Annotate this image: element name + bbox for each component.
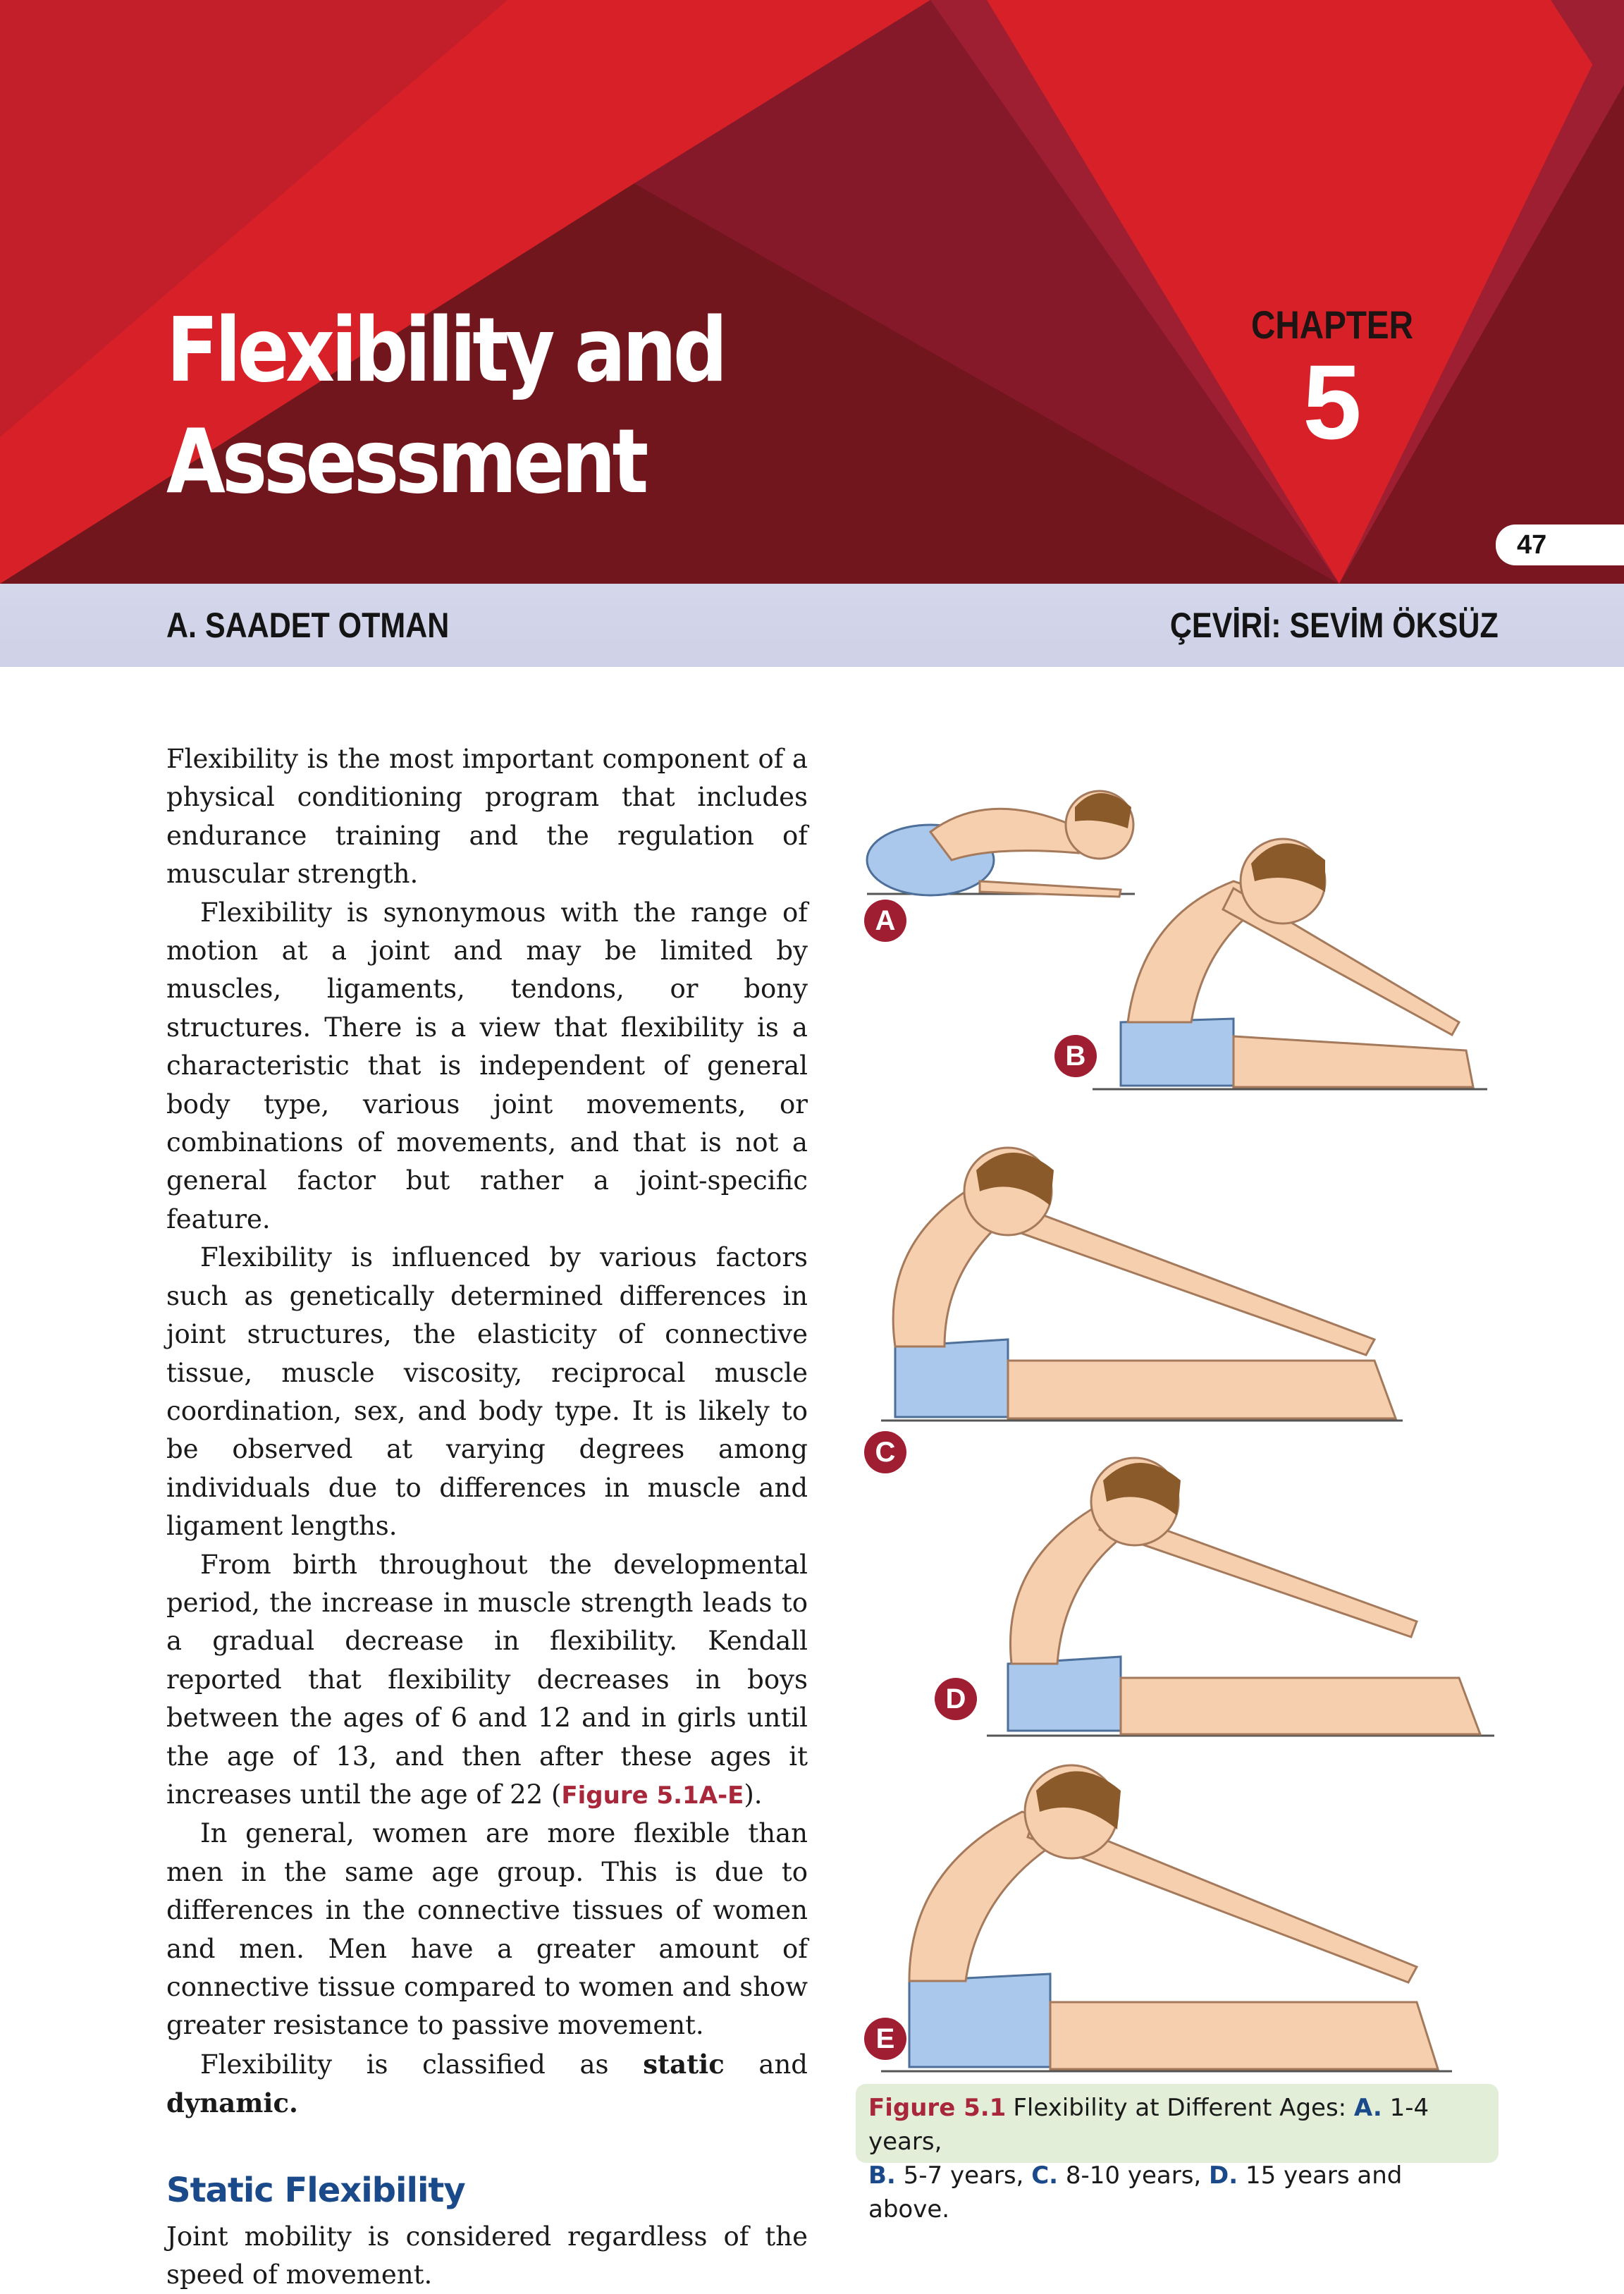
section-heading-static-flexibility: Static Flexibility [166,2170,465,2210]
author-name: A. SAADET OTMAN [166,606,450,645]
page-number: 47 [1517,530,1547,560]
translator-name: ÇEVİRİ: SEVİM ÖKSÜZ [1170,606,1499,645]
illustration-d-child-15-years-and-above [987,1458,1494,1736]
caption-age-a: 1-4 years, [868,2094,1429,2156]
figure-label-a: A [864,900,906,942]
chapter-title-line-1: Flexibility and [166,298,725,402]
term-static: static [643,2048,725,2080]
chapter-number: 5 [1303,343,1362,461]
paragraph-1: Flexibility is the most important component of a physical conditioning program that includes endurance training and the regulation of muscular strength. [166,744,808,890]
paragraph-4-end: ). [744,1779,763,1810]
term-dynamic: dynamic. [166,2087,298,2119]
figure-caption-lead: Flexibility at Different Ages: [1013,2094,1354,2122]
figure-illustrations [839,740,1515,2164]
illustration-c-child-8-10-years [881,1148,1403,1421]
figure-caption-label: Figure 5.1 [868,2094,1007,2122]
body-text-column [166,740,808,2294]
figure-label-e: E [864,2018,906,2060]
paragraph-4-text: From birth throughout the developmental period, the increase in muscle strength leads to a gradual decrease in flexibility. Kendall reported that flexibility decreases in boys between the ages of 6 and 12 and in girls until the age of 13, and then after these ages it increases until the age of 22 ( [166,1549,808,1810]
caption-age-d: 15 years and above. [868,2161,1403,2224]
chapter-title [166,295,773,517]
caption-key-d: D. [1209,2161,1238,2190]
paragraph-4 [166,1546,808,1815]
figure-label-d: D [935,1678,977,1720]
page-number-tab [1496,525,1624,565]
caption-key-b: B. [868,2161,896,2190]
paragraph-6-and: and [724,2049,808,2080]
paragraph-3: Flexibility is influenced by various factors such as genetically determined differences in joint structures, the elasticity of connective tissue, muscle viscosity, reciprocal muscle coordination, sex, and body type. It is likely to be observed at varying degrees among individuals due to differences in muscle and ligament lengths. [166,1242,808,1542]
illustration-a-child-1-4-years [867,791,1135,897]
caption-age-b: 5-7 years, [895,2161,1032,2190]
paragraph-5: In general, women are more flexible than men in the same age group. This is due to differences in the connective tissues of women and men. Men have a greater amount of connective tissue compared to women and show greater resistance to passive movement. [166,1818,808,2041]
paragraph-2: Flexibility is synonymous with the range of motion at a joint and may be limited by muscles, ligaments, tendons, or bony structures. There is a view that flexibility is a characteristic that is independent of general body type, various joint movements, or combinations of movements, and that is not a general factor but rather a joint-specific feature. [166,897,808,1234]
caption-age-c: 8-10 years, [1058,2161,1210,2190]
figure-reference-link[interactable]: Figure 5.1A-E [561,1781,744,1810]
figure-label-b: B [1054,1035,1097,1077]
figure-caption [856,2084,1499,2224]
figure-5-1 [839,740,1515,2164]
chapter-title-line-2: Assessment [166,410,646,513]
paragraph-6-start: Flexibility is classified as [200,2049,644,2080]
chapter-banner [0,0,1624,584]
illustration-e-adult [881,1765,1452,2071]
caption-key-a: A. [1353,2094,1382,2122]
figure-label-c: C [864,1431,906,1473]
author-strip [0,584,1624,667]
section-paragraph: Joint mobility is considered regardless of the speed of movement. [166,2221,808,2290]
paragraph-6 [166,2045,808,2123]
chapter-label: CHAPTER [1250,302,1414,347]
illustration-b-child-5-7-years [1093,839,1487,1089]
caption-key-c: C. [1031,2161,1059,2190]
